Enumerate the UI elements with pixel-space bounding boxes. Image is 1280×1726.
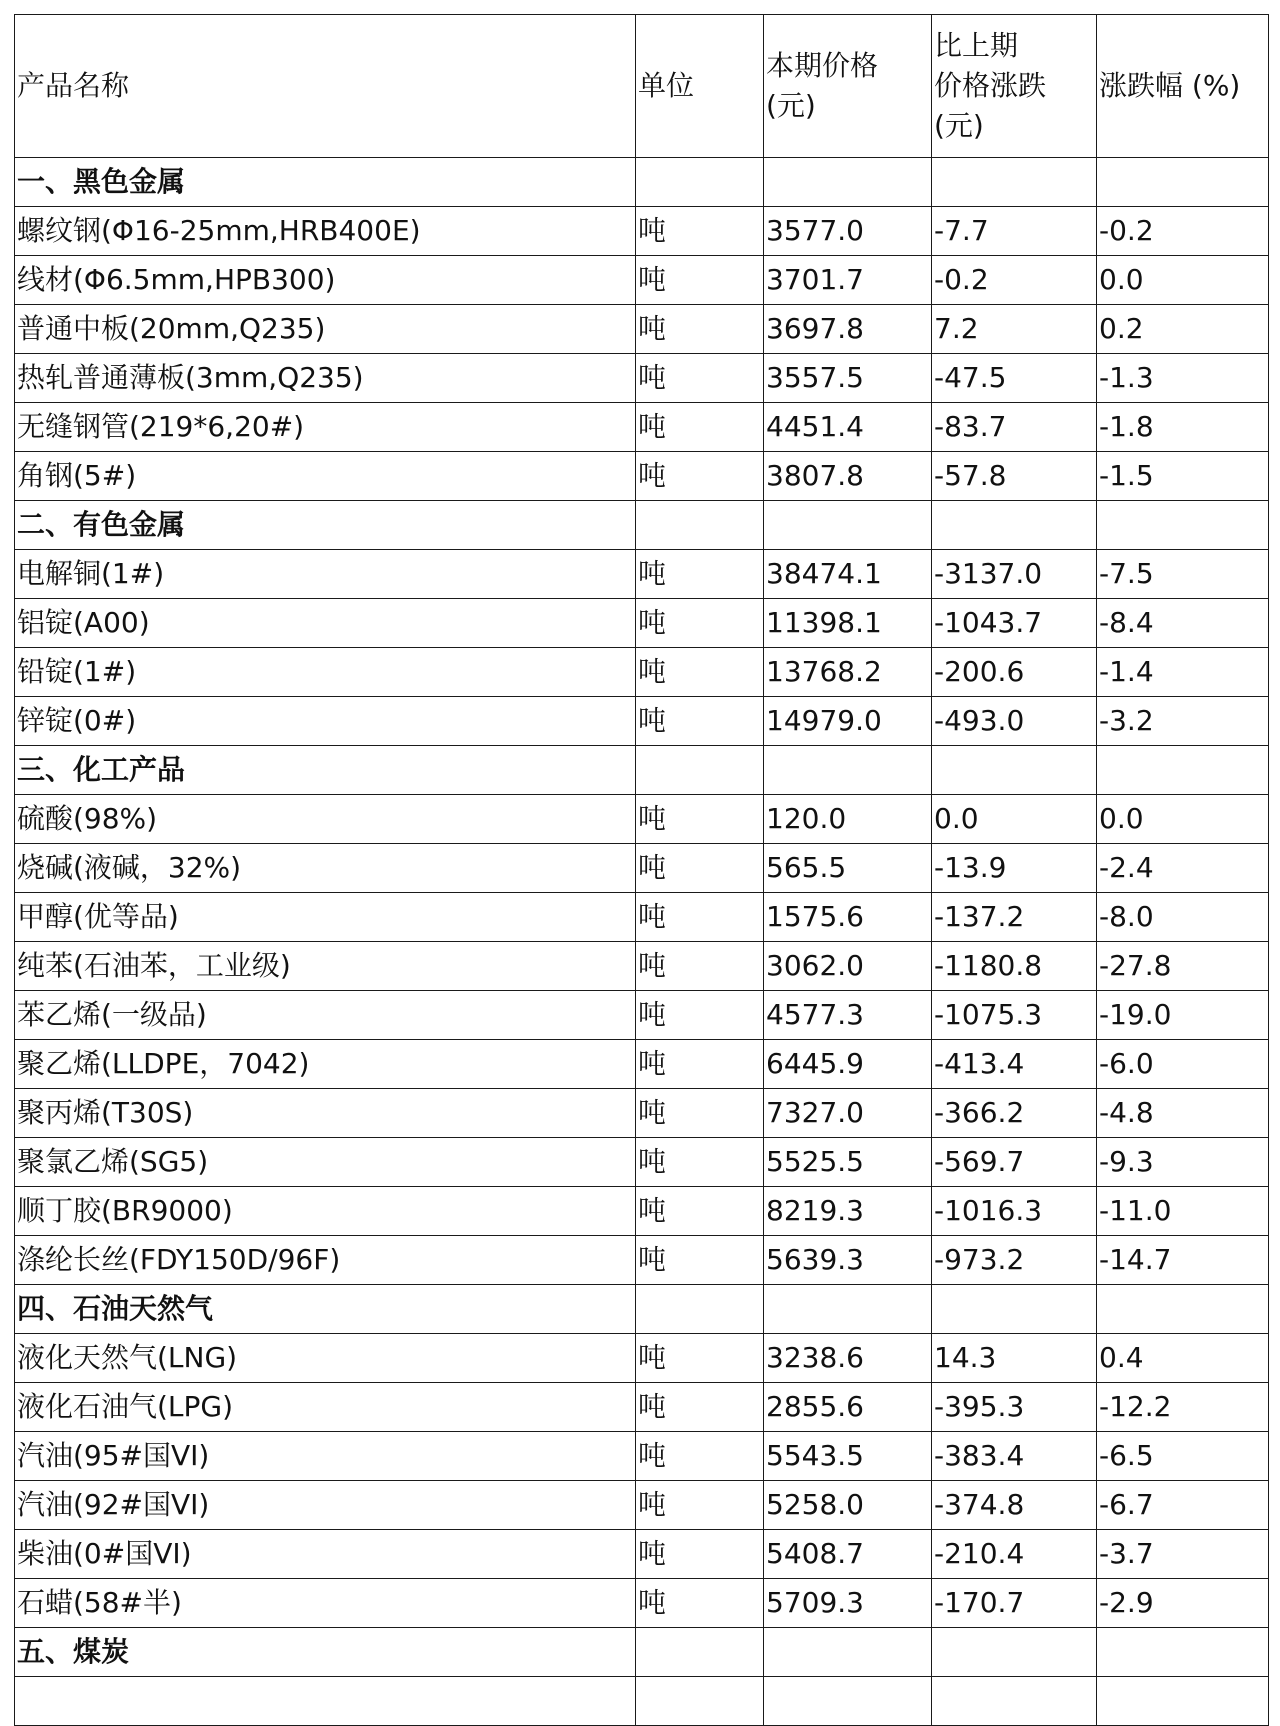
cell-change-percent xyxy=(1097,158,1269,207)
cell-unit: 吨 xyxy=(636,354,764,403)
category-row xyxy=(15,746,1269,795)
cell-unit: 吨 xyxy=(636,1236,764,1285)
cell-current-price: 1575.6 xyxy=(764,893,932,942)
cell-unit: 吨 xyxy=(636,1481,764,1530)
header-line: 产品名称 xyxy=(17,69,130,102)
header-unit xyxy=(636,15,764,158)
cell-price-change xyxy=(932,746,1097,795)
header-product-name xyxy=(15,15,636,158)
cell-product-name: 二、有色金属 xyxy=(15,501,636,550)
cell-change-percent: 0.2 xyxy=(1097,305,1269,354)
cell-current-price: 14979.0 xyxy=(764,697,932,746)
cell-price-change: -374.8 xyxy=(932,1481,1097,1530)
cell-change-percent: -8.0 xyxy=(1097,893,1269,942)
cell-unit xyxy=(636,158,764,207)
cell-change-percent: 0.0 xyxy=(1097,256,1269,305)
cell-current-price: 38474.1 xyxy=(764,550,932,599)
category-row xyxy=(15,501,1269,550)
cell-unit: 吨 xyxy=(636,1579,764,1628)
cell-unit xyxy=(636,1677,764,1726)
cell-price-change: -1075.3 xyxy=(932,991,1097,1040)
cell-price-change: -0.2 xyxy=(932,256,1097,305)
table-row xyxy=(15,452,1269,501)
cell-product-name: 铝锭(A00) xyxy=(15,599,636,648)
table-row xyxy=(15,893,1269,942)
cell-unit: 吨 xyxy=(636,1089,764,1138)
table-row xyxy=(15,354,1269,403)
cell-current-price: 3062.0 xyxy=(764,942,932,991)
table-row xyxy=(15,844,1269,893)
cell-change-percent: -6.7 xyxy=(1097,1481,1269,1530)
table-row xyxy=(15,1334,1269,1383)
table-row xyxy=(15,1089,1269,1138)
header-current-price xyxy=(764,15,932,158)
cell-price-change: -200.6 xyxy=(932,648,1097,697)
header-price-change xyxy=(932,15,1097,158)
table-row xyxy=(15,256,1269,305)
cell-price-change xyxy=(932,1285,1097,1334)
cell-change-percent: -27.8 xyxy=(1097,942,1269,991)
cell-change-percent: -6.0 xyxy=(1097,1040,1269,1089)
table-row xyxy=(15,1040,1269,1089)
cell-current-price: 5525.5 xyxy=(764,1138,932,1187)
cell-current-price xyxy=(764,746,932,795)
cell-change-percent: -1.4 xyxy=(1097,648,1269,697)
cell-price-change: 0.0 xyxy=(932,795,1097,844)
table-row xyxy=(15,1383,1269,1432)
cell-unit: 吨 xyxy=(636,207,764,256)
cell-change-percent: -0.2 xyxy=(1097,207,1269,256)
cell-current-price xyxy=(764,501,932,550)
cell-unit: 吨 xyxy=(636,942,764,991)
cell-product-name: 顺丁胶(BR9000) xyxy=(15,1187,636,1236)
table-row xyxy=(15,1138,1269,1187)
cell-change-percent: -3.2 xyxy=(1097,697,1269,746)
cell-current-price: 5258.0 xyxy=(764,1481,932,1530)
header-line: 本期价格 xyxy=(766,49,879,82)
cell-product-name: 苯乙烯(一级品) xyxy=(15,991,636,1040)
cell-current-price: 3807.8 xyxy=(764,452,932,501)
cell-current-price: 5543.5 xyxy=(764,1432,932,1481)
cell-product-name: 铅锭(1#) xyxy=(15,648,636,697)
cell-change-percent: -6.5 xyxy=(1097,1432,1269,1481)
cell-change-percent: -8.4 xyxy=(1097,599,1269,648)
cell-product-name: 甲醇(优等品) xyxy=(15,893,636,942)
cell-unit: 吨 xyxy=(636,1334,764,1383)
cell-current-price xyxy=(764,1628,932,1677)
cell-price-change: -493.0 xyxy=(932,697,1097,746)
cell-product-name: 聚氯乙烯(SG5) xyxy=(15,1138,636,1187)
cell-change-percent: -1.8 xyxy=(1097,403,1269,452)
cell-unit: 吨 xyxy=(636,1138,764,1187)
table-row xyxy=(15,1432,1269,1481)
cell-product-name xyxy=(15,1677,636,1726)
cell-current-price xyxy=(764,158,932,207)
cell-change-percent: -19.0 xyxy=(1097,991,1269,1040)
cell-product-name: 液化石油气(LPG) xyxy=(15,1383,636,1432)
cell-change-percent xyxy=(1097,1628,1269,1677)
cell-price-change: -57.8 xyxy=(932,452,1097,501)
cell-change-percent: -14.7 xyxy=(1097,1236,1269,1285)
header-line: (元) xyxy=(766,89,816,122)
cell-unit: 吨 xyxy=(636,648,764,697)
cell-unit: 吨 xyxy=(636,844,764,893)
cell-price-change: -1180.8 xyxy=(932,942,1097,991)
table-row xyxy=(15,1187,1269,1236)
table-row xyxy=(15,403,1269,452)
cell-price-change: -1016.3 xyxy=(932,1187,1097,1236)
cell-price-change: -569.7 xyxy=(932,1138,1097,1187)
cell-price-change xyxy=(932,1677,1097,1726)
cell-product-name: 一、黑色金属 xyxy=(15,158,636,207)
header-line: 涨跌幅 (%) xyxy=(1099,69,1241,102)
table-row xyxy=(15,1530,1269,1579)
cell-price-change: -7.7 xyxy=(932,207,1097,256)
cell-price-change xyxy=(932,501,1097,550)
cell-price-change: -83.7 xyxy=(932,403,1097,452)
cell-unit: 吨 xyxy=(636,550,764,599)
cell-unit: 吨 xyxy=(636,991,764,1040)
cell-product-name: 聚乙烯(LLDPE，7042) xyxy=(15,1040,636,1089)
cell-change-percent: -4.8 xyxy=(1097,1089,1269,1138)
cell-product-name: 聚丙烯(T30S) xyxy=(15,1089,636,1138)
cell-change-percent: -9.3 xyxy=(1097,1138,1269,1187)
cell-price-change: -137.2 xyxy=(932,893,1097,942)
category-row xyxy=(15,158,1269,207)
cell-product-name: 螺纹钢(Φ16-25mm,HRB400E) xyxy=(15,207,636,256)
cell-current-price: 3577.0 xyxy=(764,207,932,256)
cell-unit: 吨 xyxy=(636,1432,764,1481)
cell-price-change: -13.9 xyxy=(932,844,1097,893)
cell-current-price: 3701.7 xyxy=(764,256,932,305)
cell-change-percent xyxy=(1097,1677,1269,1726)
cell-current-price: 2855.6 xyxy=(764,1383,932,1432)
table-row xyxy=(15,648,1269,697)
cell-price-change: -3137.0 xyxy=(932,550,1097,599)
cell-product-name: 锌锭(0#) xyxy=(15,697,636,746)
table-row xyxy=(15,599,1269,648)
cell-product-name: 普通中板(20mm,Q235) xyxy=(15,305,636,354)
cell-product-name: 硫酸(98%) xyxy=(15,795,636,844)
cell-change-percent xyxy=(1097,501,1269,550)
cell-product-name: 三、化工产品 xyxy=(15,746,636,795)
header-line: 比上期 xyxy=(934,29,1019,62)
table-row xyxy=(15,991,1269,1040)
cell-price-change: -395.3 xyxy=(932,1383,1097,1432)
cell-unit xyxy=(636,1285,764,1334)
cell-product-name: 纯苯(石油苯，工业级) xyxy=(15,942,636,991)
cell-current-price: 120.0 xyxy=(764,795,932,844)
cell-product-name: 石蜡(58#半) xyxy=(15,1579,636,1628)
cell-current-price xyxy=(764,1677,932,1726)
cell-current-price: 6445.9 xyxy=(764,1040,932,1089)
cell-unit: 吨 xyxy=(636,452,764,501)
cell-change-percent: -2.4 xyxy=(1097,844,1269,893)
cell-current-price: 3557.5 xyxy=(764,354,932,403)
cell-change-percent: 0.0 xyxy=(1097,795,1269,844)
cell-product-name: 柴油(0#国VI) xyxy=(15,1530,636,1579)
cell-change-percent xyxy=(1097,746,1269,795)
category-row xyxy=(15,1628,1269,1677)
cell-current-price: 5639.3 xyxy=(764,1236,932,1285)
cell-product-name: 无缝钢管(219*6,20#) xyxy=(15,403,636,452)
cell-current-price: 3238.6 xyxy=(764,1334,932,1383)
table-row xyxy=(15,1236,1269,1285)
cell-current-price: 5709.3 xyxy=(764,1579,932,1628)
cell-product-name: 热轧普通薄板(3mm,Q235) xyxy=(15,354,636,403)
table-row xyxy=(15,1579,1269,1628)
category-row xyxy=(15,1285,1269,1334)
cell-price-change xyxy=(932,1628,1097,1677)
cell-change-percent xyxy=(1097,1285,1269,1334)
cell-current-price: 5408.7 xyxy=(764,1530,932,1579)
cell-price-change: -1043.7 xyxy=(932,599,1097,648)
cell-price-change: -383.4 xyxy=(932,1432,1097,1481)
cell-product-name: 四、石油天然气 xyxy=(15,1285,636,1334)
header-line: 单位 xyxy=(638,69,695,102)
cell-price-change: -210.4 xyxy=(932,1530,1097,1579)
header-line: (元) xyxy=(934,109,984,142)
cell-current-price xyxy=(764,1285,932,1334)
cell-unit: 吨 xyxy=(636,893,764,942)
cell-product-name: 汽油(92#国VI) xyxy=(15,1481,636,1530)
table-header-row xyxy=(15,15,1269,158)
cell-unit: 吨 xyxy=(636,1530,764,1579)
price-table xyxy=(14,14,1269,1726)
cell-current-price: 3697.8 xyxy=(764,305,932,354)
cell-unit xyxy=(636,746,764,795)
cell-current-price: 7327.0 xyxy=(764,1089,932,1138)
header-change-percent xyxy=(1097,15,1269,158)
price-table-body xyxy=(15,15,1269,1726)
cell-product-name: 烧碱(液碱，32%) xyxy=(15,844,636,893)
cell-current-price: 4577.3 xyxy=(764,991,932,1040)
table-row xyxy=(15,1677,1269,1726)
cell-price-change: -170.7 xyxy=(932,1579,1097,1628)
table-row xyxy=(15,1481,1269,1530)
cell-unit: 吨 xyxy=(636,697,764,746)
cell-unit: 吨 xyxy=(636,1383,764,1432)
cell-product-name: 汽油(95#国VI) xyxy=(15,1432,636,1481)
cell-product-name: 角钢(5#) xyxy=(15,452,636,501)
cell-unit xyxy=(636,501,764,550)
cell-unit xyxy=(636,1628,764,1677)
cell-price-change: 14.3 xyxy=(932,1334,1097,1383)
header-line: 价格涨跌 xyxy=(934,69,1047,102)
cell-current-price: 13768.2 xyxy=(764,648,932,697)
cell-unit: 吨 xyxy=(636,1040,764,1089)
cell-product-name: 五、煤炭 xyxy=(15,1628,636,1677)
cell-unit: 吨 xyxy=(636,795,764,844)
cell-change-percent: -2.9 xyxy=(1097,1579,1269,1628)
cell-unit: 吨 xyxy=(636,256,764,305)
table-row xyxy=(15,207,1269,256)
cell-change-percent: -11.0 xyxy=(1097,1187,1269,1236)
cell-unit: 吨 xyxy=(636,305,764,354)
cell-price-change: -366.2 xyxy=(932,1089,1097,1138)
table-row xyxy=(15,305,1269,354)
cell-current-price: 565.5 xyxy=(764,844,932,893)
cell-change-percent: -1.5 xyxy=(1097,452,1269,501)
cell-unit: 吨 xyxy=(636,1187,764,1236)
table-row xyxy=(15,697,1269,746)
cell-unit: 吨 xyxy=(636,599,764,648)
cell-change-percent: -7.5 xyxy=(1097,550,1269,599)
table-row xyxy=(15,795,1269,844)
cell-price-change: -413.4 xyxy=(932,1040,1097,1089)
table-row xyxy=(15,942,1269,991)
cell-unit: 吨 xyxy=(636,403,764,452)
cell-price-change xyxy=(932,158,1097,207)
cell-price-change: 7.2 xyxy=(932,305,1097,354)
cell-current-price: 4451.4 xyxy=(764,403,932,452)
cell-change-percent: -1.3 xyxy=(1097,354,1269,403)
cell-product-name: 涤纶长丝(FDY150D/96F) xyxy=(15,1236,636,1285)
table-row xyxy=(15,550,1269,599)
cell-change-percent: -3.7 xyxy=(1097,1530,1269,1579)
cell-current-price: 8219.3 xyxy=(764,1187,932,1236)
cell-change-percent: 0.4 xyxy=(1097,1334,1269,1383)
cell-product-name: 液化天然气(LNG) xyxy=(15,1334,636,1383)
cell-price-change: -47.5 xyxy=(932,354,1097,403)
cell-current-price: 11398.1 xyxy=(764,599,932,648)
cell-change-percent: -12.2 xyxy=(1097,1383,1269,1432)
cell-product-name: 电解铜(1#) xyxy=(15,550,636,599)
cell-price-change: -973.2 xyxy=(932,1236,1097,1285)
cell-product-name: 线材(Φ6.5mm,HPB300) xyxy=(15,256,636,305)
